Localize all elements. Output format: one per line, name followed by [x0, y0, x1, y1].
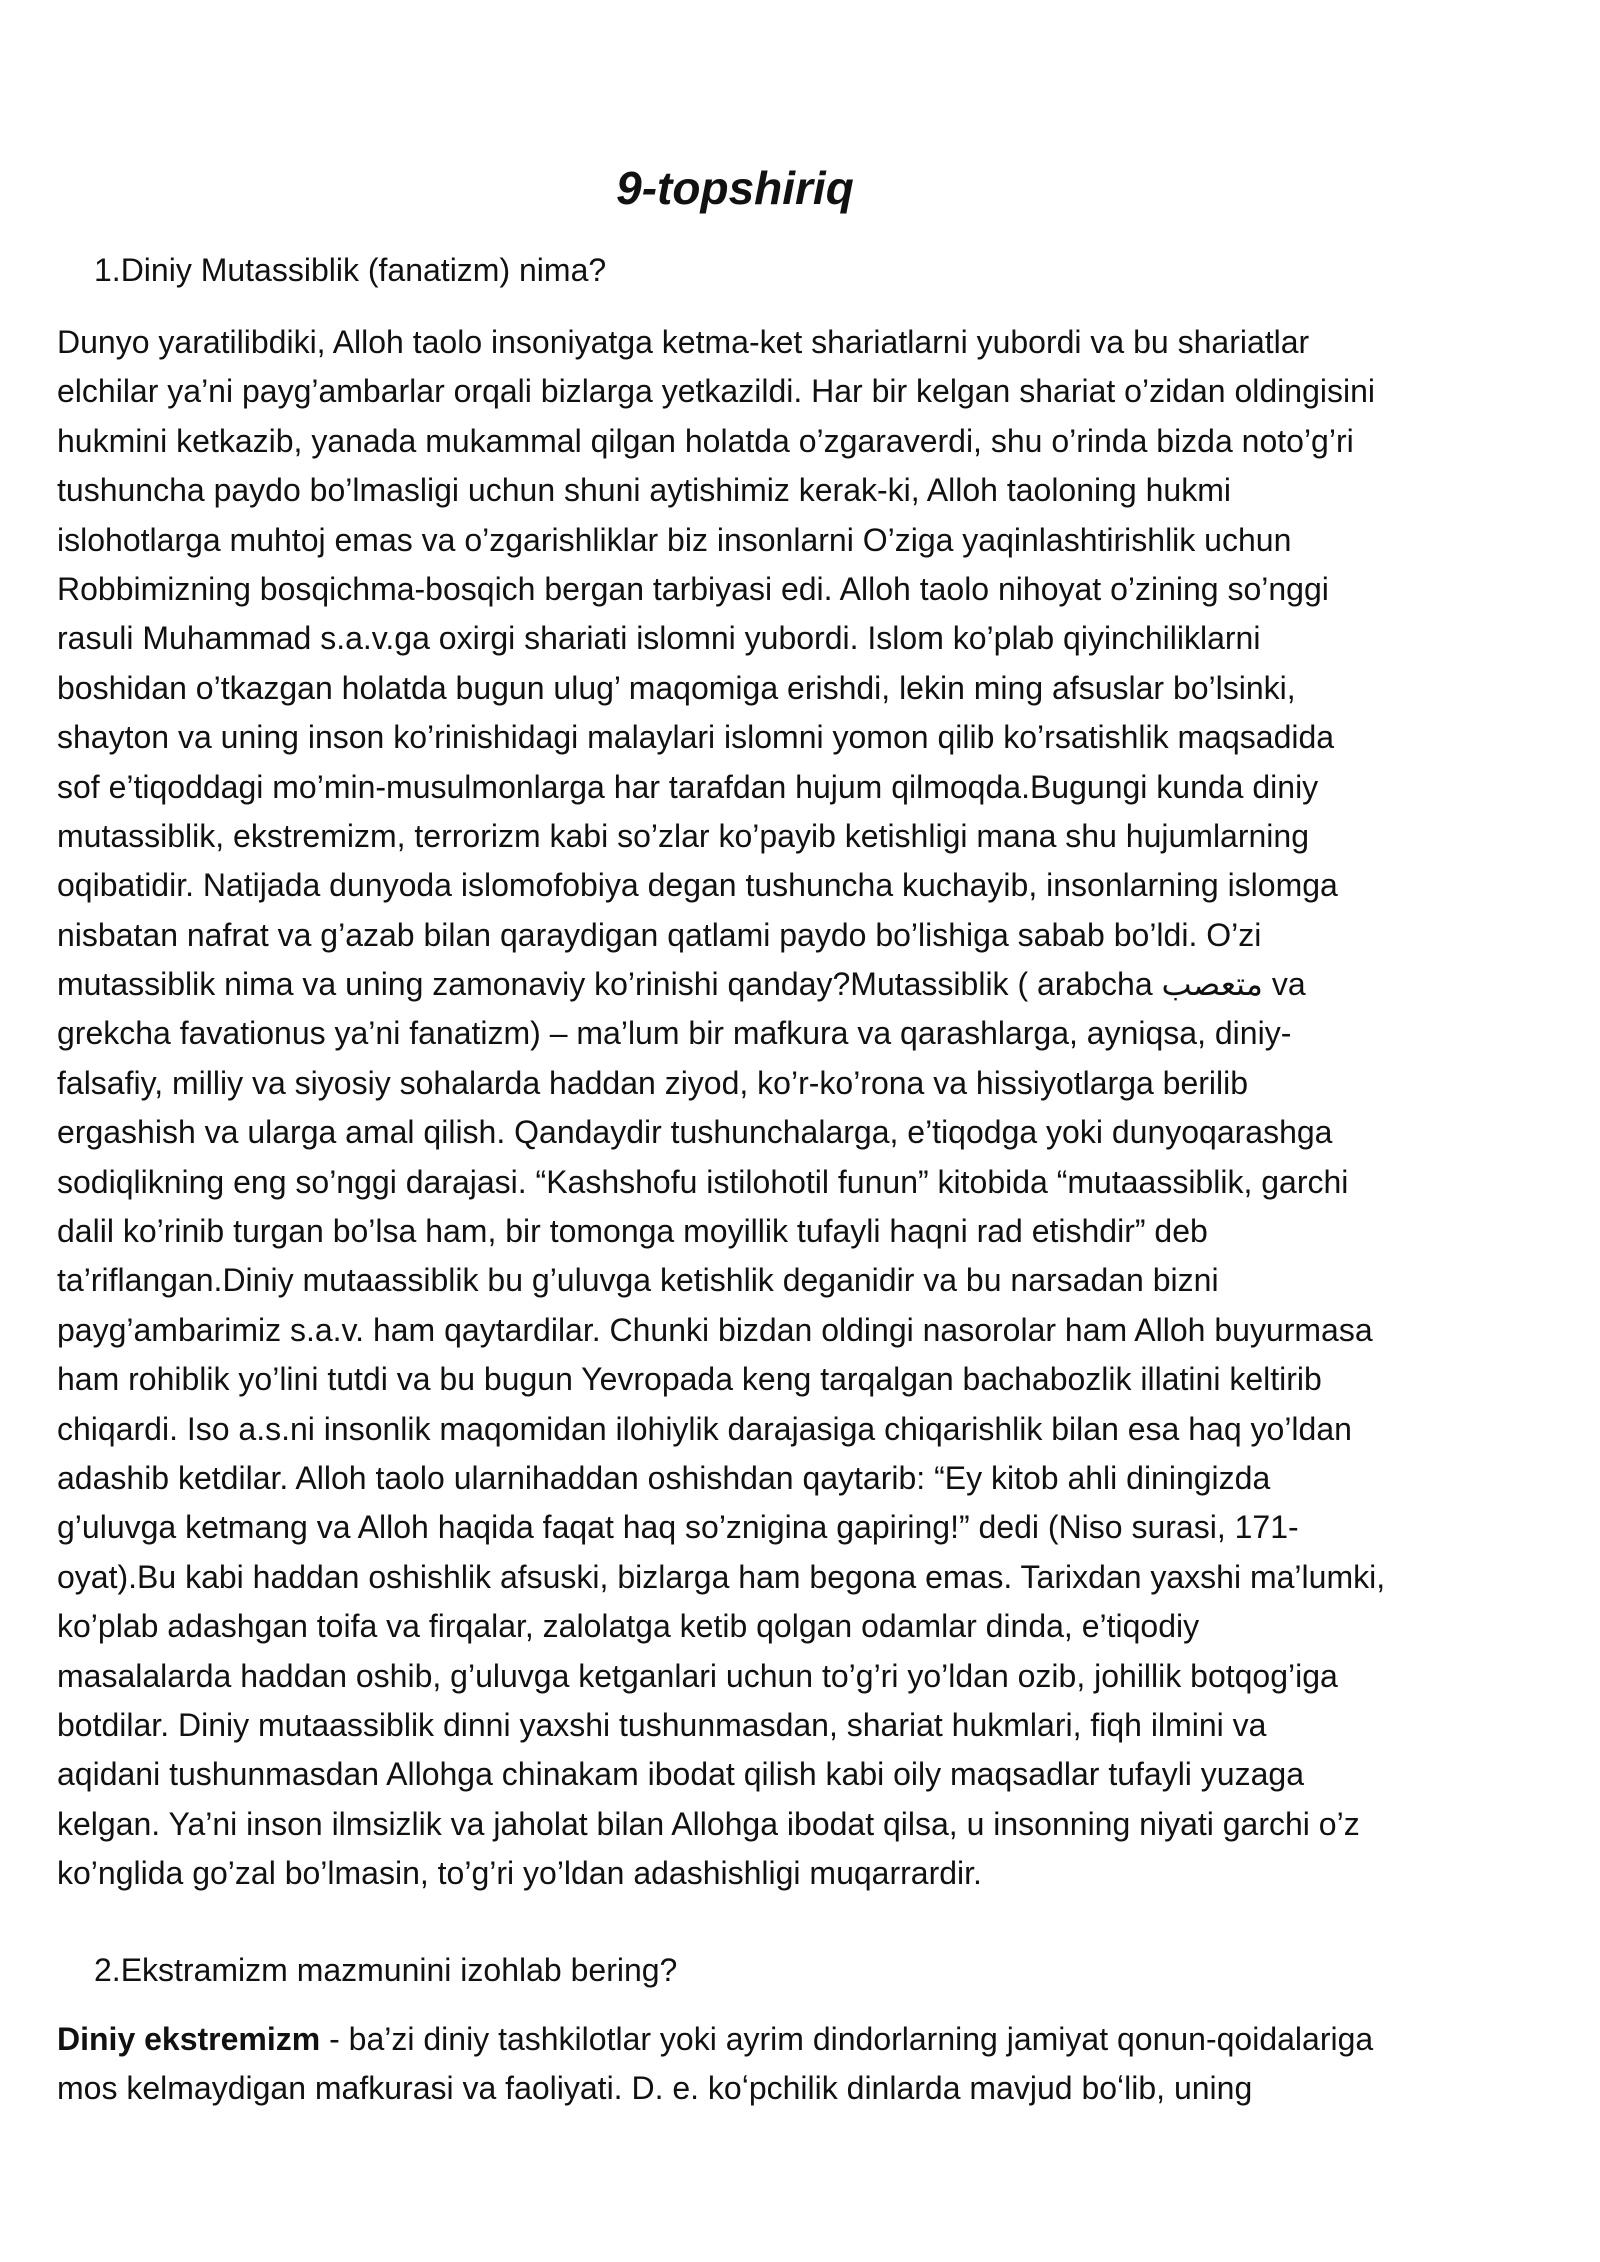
text-line: ham rohiblik yo’lini tutdi va bu bugun Yevropada keng tarqalgan bachabozlik illatini keltirib [57, 1361, 1322, 1398]
text-line: chiqardi. Iso a.s.ni insonlik maqomidan ilohiylik darajasiga chiqarishlik bilan esa haq yo’ldan [57, 1410, 1352, 1447]
page-title: 9-topshiriq [616, 162, 854, 214]
text-line: mutassiblik nima va uning zamonaviy ko’rinishi qanday?Mutassiblik ( arabcha متعصب va [57, 966, 1306, 1003]
text-line: nisbatan nafrat va g’azab bilan qaraydigan qatlami paydo bo’lishiga sabab bo’ldi. O’zi [57, 916, 1262, 953]
text-line: sodiqlikning eng so’nggi darajasi. “Kashshofu istilohotil funun” kitobida “mutaassiblik, garchi [57, 1163, 1349, 1200]
text-line: ko’plab adashgan toifa va firqalar, zalolatga ketib qolgan odamlar dinda, e’tiqodiy [57, 1608, 1200, 1645]
text-line: botdilar. Diniy mutaassiblik dinni yaxshi tushunmasdan, shariat hukmlari, fiqh ilmini va [57, 1706, 1267, 1743]
text-line: oqibatidir. Natijada dunyoda islomofobiya degan tushuncha kuchayib, insonlarning islomga [57, 867, 1338, 904]
text-line: rasuli Muhammad s.a.v.ga oxirgi shariati islomni yubordi. Islom ko’plab qiyinchiliklarni [57, 620, 1261, 657]
text-line: hukmini ketkazib, yanada mukammal qilgan holatda o’zgaraverdi, shu o’rinda bizda noto’g’ri [57, 422, 1354, 459]
text-line: tushuncha paydo bo’lmasligi uchun shuni aytishimiz kerak-ki, Alloh taoloning hukmi [57, 472, 1231, 509]
text-line: aqidani tushunmasdan Allohga chinakam ibodat qilish kabi oily maqsadlar tufayli yuzaga [57, 1756, 1304, 1793]
text-line: oyat).Bu kabi haddan oshishlik afsuski, bizlarga ham begona emas. Tarixdan yaxshi ma’lumki, [57, 1558, 1386, 1595]
definition-term: Diniy ekstremizm [57, 2021, 321, 2057]
question-2: 2.Ekstramizm mazmunini izohlab bering? [94, 1952, 678, 1988]
text-line: mos kelmaydigan mafkurasi va faoliyati. D. e. koʻpchilik dinlarda mavjud boʻlib, uning [57, 2070, 1253, 2107]
text-line: islohotlarga muhtoj emas va o’zgarishliklar biz insonlarni O’ziga yaqinlashtirishlik uchun [57, 521, 1292, 558]
answer-2-paragraph [57, 2015, 1577, 2114]
text-line: falsafiy, milliy va siyosiy sohalarda haddan ziyod, ko’r-ko’rona va hissiyotlarga berilib [57, 1064, 1249, 1101]
text-line: ta’riflangan.Diniy mutaassiblik bu g’uluvga ketishlik deganidir va bu narsadan bizni [57, 1262, 1219, 1299]
text-line: ergashish va ularga amal qilish. Qandaydir tushunchalarga, e’tiqodga yoki dunyoqarashga [57, 1114, 1333, 1151]
text-line: mutassiblik, ekstremizm, terrorizm kabi so’zlar ko’payib ketishligi mana shu hujumlarning [57, 817, 1309, 854]
answer-1-paragraph [57, 318, 1577, 1899]
text-line: sof e’tiqoddagi mo’min-musulmonlarga har tarafdan hujum qilmoqda.Bugungi kunda diniy [57, 768, 1319, 805]
text-line: Dunyo yaratilibdiki, Alloh taolo insoniyatga ketma-ket shariatlarni yubordi va bu shariatlar [57, 324, 1310, 360]
definition-text: - ba’zi diniy tashkilotlar yoki ayrim dindorlarning jamiyat qonun-qoidalariga [320, 2021, 1374, 2057]
text-line: elchilar ya’ni payg’ambarlar orqali bizlarga yetkazildi. Har bir kelgan shariat o’zidan oldingisini [57, 373, 1375, 410]
text-line: adashib ketdilar. Alloh taolo ularnihaddan oshishdan qaytarib: “Ey kitob ahli diningizda [57, 1459, 1271, 1496]
text-line: dalil ko’rinib turgan bo’lsa ham, bir tomonga moyillik tufayli haqni rad etishdir” deb [57, 1213, 1208, 1250]
text-line: g’uluvga ketmang va Alloh haqida faqat haq so’znigina gapiring!” dedi (Niso surasi, 171- [57, 1509, 1299, 1546]
text-line: ko’nglida go’zal bo’lmasin, to’g’ri yo’ldan adashishligi muqarrardir. [57, 1855, 982, 1892]
text-line: payg’ambarimiz s.a.v. ham qaytardilar. Chunki bizdan oldingi nasorolar ham Alloh buyurmasa [57, 1311, 1373, 1348]
text-line: masalalarda haddan oshib, g’uluvga ketganlari uchun to’g’ri yo’ldan ozib, johillik botqog’iga [57, 1657, 1338, 1694]
text-line: boshidan o’tkazgan holatda bugun ulug’ maqomiga erishdi, lekin ming afsuslar bo’lsinki, [57, 669, 1296, 706]
text-line: grekcha favationus ya’ni fanatizm) – ma’lum bir mafkura va qarashlarga, ayniqsa, diniy- [57, 1015, 1292, 1052]
text-line [57, 2015, 1577, 2064]
text-line: kelgan. Ya’ni inson ilmsizlik va jaholat bilan Allohga ibodat qilsa, u insonning niyati garchi o’z [57, 1805, 1360, 1842]
text-line: Robbimizning bosqichma-bosqich bergan tarbiyasi edi. Alloh taolo nihoyat o’zining so’nggi [57, 570, 1329, 607]
question-1: 1.Diniy Mutassiblik (fanatizm) nima? [94, 252, 607, 288]
text-line: shayton va uning inson ko’rinishidagi malaylari islomni yomon qilib ko’rsatishlik maqsadida [57, 719, 1335, 756]
